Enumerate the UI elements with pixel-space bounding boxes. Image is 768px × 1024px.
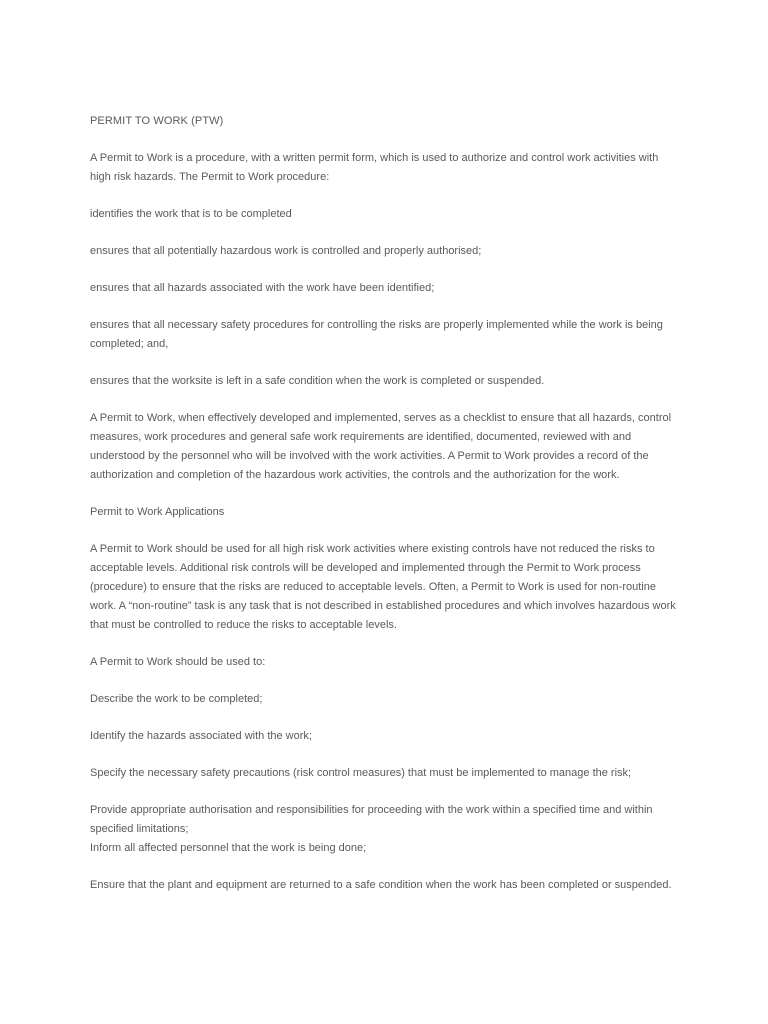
use-item: Provide appropriate authorisation and responsibilities for proceeding with the work within a specified time and within specified limitations; <box>90 804 653 835</box>
applications-paragraph: A Permit to Work should be used for all high risk work activities where existing controls have not reduced the risks to acceptable levels. Additional risk controls will be developed and implemented through the Permit to Work process (procedure) to ensure that the risks are reduced to acceptable levels. Often, a Permit to Work is used for non-routine work. A “non-routine” task is any task that is not described in established procedures and which involves hazardous work that must be controlled to reduce the risks to acceptable levels. <box>90 543 676 631</box>
use-item: Specify the necessary safety precautions (risk control measures) that must be implemented to manage the risk; <box>90 767 632 779</box>
procedure-item: ensures that the worksite is left in a safe condition when the work is completed or suspended. <box>90 375 545 387</box>
uses-intro: A Permit to Work should be used to: <box>90 656 266 668</box>
intro-paragraph: A Permit to Work is a procedure, with a written permit form, which is used to authorize and control work activities with high risk hazards. The Permit to Work procedure: <box>90 152 659 183</box>
procedure-item: identifies the work that is to be completed <box>90 208 292 220</box>
procedure-item: ensures that all hazards associated with the work have been identified; <box>90 282 435 294</box>
use-item: Inform all affected personnel that the work is being done; <box>90 842 367 854</box>
applications-heading: Permit to Work Applications <box>90 506 225 518</box>
procedure-item: ensures that all necessary safety procedures for controlling the risks are properly implemented while the work is being completed; and, <box>90 319 663 350</box>
use-item: Ensure that the plant and equipment are returned to a safe condition when the work has been completed or suspended. <box>90 879 672 891</box>
checklist-paragraph: A Permit to Work, when effectively developed and implemented, serves as a checklist to ensure that all hazards, control measures, work procedures and general safe work requirements are identified, documented, reviewed with and understood by the personnel who will be involved with the work activities. A Permit to Work provides a record of the authorization and completion of the hazardous work activities, the controls and the authorization for the work. <box>90 412 672 481</box>
document-title: PERMIT TO WORK (PTW) <box>90 115 224 127</box>
document-body <box>90 112 682 913</box>
use-item: Describe the work to be completed; <box>90 693 263 705</box>
use-item: Identify the hazards associated with the work; <box>90 730 312 742</box>
procedure-item: ensures that all potentially hazardous work is controlled and properly authorised; <box>90 245 482 257</box>
